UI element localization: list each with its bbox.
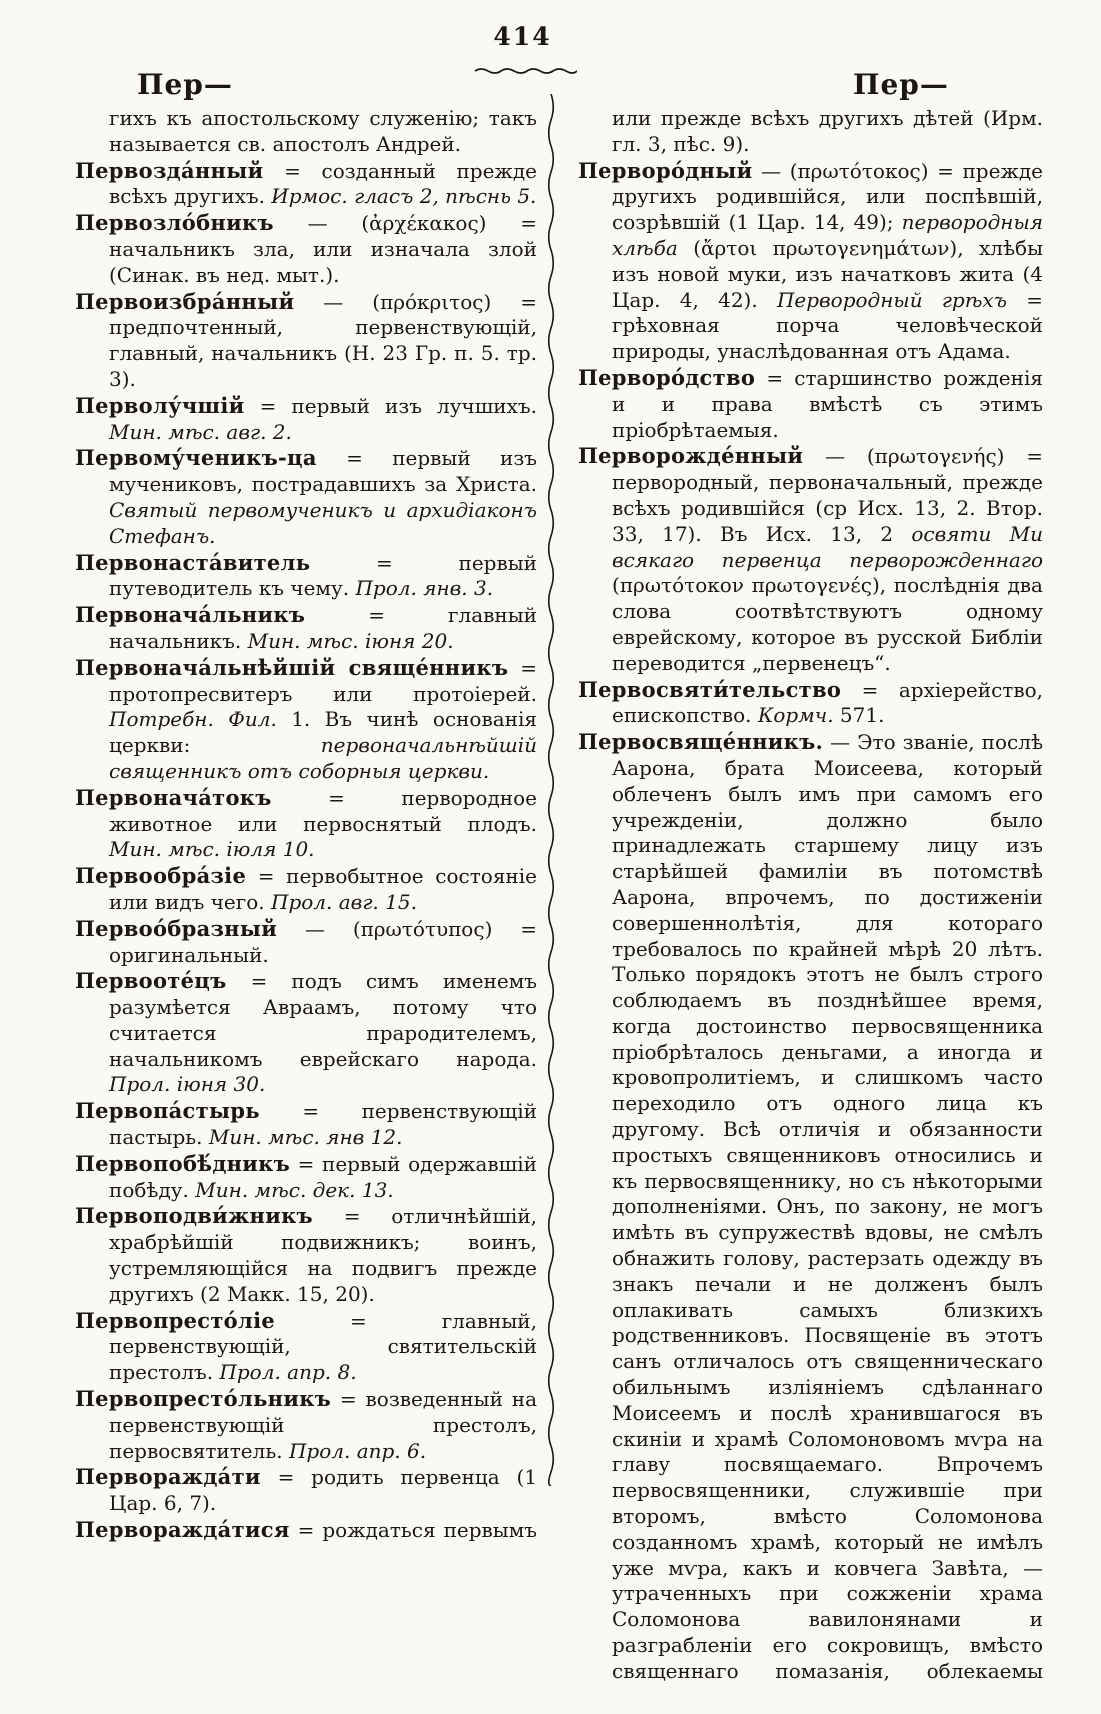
continuation-paragraph [578, 106, 1043, 158]
entry-text: ( [612, 573, 620, 598]
entry-text: = старшинство рожденія и и права вмѣстѣ съ этимъ пріобрѣтаемыя. [612, 365, 1043, 442]
entry-text: Ирмос. гласъ 2, пѣснь 5. [271, 184, 537, 209]
entry-text: Мин. мѣс. іюля 10. [109, 837, 315, 862]
dictionary-entry [75, 863, 537, 916]
entry-text: Святый первомученикъ и архидіаконъ Стефанъ. [109, 497, 537, 548]
dictionary-entry [578, 677, 1043, 730]
headword: Первоподви́жникъ [75, 1203, 313, 1229]
entry-text: = первый одержавшій побѣду. [109, 1151, 537, 1202]
entry-text: = отличнѣйшій, храбрѣйшій подвижникъ; воинъ, устремляющійся на подвигъ прежде другихъ (2 Макк. 15, 20). [109, 1204, 537, 1306]
entry-text: ἄρτοι πρωτογενημάτων [701, 235, 950, 260]
right-column [578, 106, 1043, 1685]
dictionary-entry [75, 210, 537, 288]
entry-text: — ( [273, 211, 370, 236]
page-number: 414 [493, 22, 552, 51]
headword: Перворажда́тися [75, 1517, 290, 1543]
headword: Перворо́дство [578, 364, 756, 390]
entry-text: Потребн. Фил. [109, 707, 277, 732]
entry-text: Прол. янв. 3. [355, 576, 494, 601]
headword: Первообра́зіе [75, 863, 247, 889]
headword: Первозда́нный [75, 157, 264, 183]
entry-text: Прол. апр. 6. [288, 1438, 427, 1463]
dictionary-entry [75, 393, 537, 446]
column-divider-rule [544, 94, 558, 1486]
entry-text: πρωτογενής [874, 444, 997, 469]
dictionary-entry [578, 443, 1043, 676]
dictionary-entry [75, 1464, 537, 1517]
entry-text: = первый изъ лучшихъ. [244, 393, 537, 418]
dictionary-entry [75, 968, 537, 1098]
headword: Первоо́бразный [75, 915, 278, 941]
entry-text: = возведенный на первенствующій престолъ, первосвятитель. [109, 1387, 537, 1463]
headword: Первопресто́ліе [75, 1307, 276, 1333]
page-number-underline [473, 66, 577, 76]
dictionary-entry [75, 602, 537, 655]
entry-text: Прол. іюня 30. [109, 1072, 266, 1097]
entry-text: = главный, первенствующій, святительскій престолъ. [109, 1308, 537, 1385]
entry-text: 571. [833, 703, 885, 728]
running-head-left: Пер— [137, 68, 233, 101]
headword: Первому́ченикъ-ца [75, 445, 317, 471]
entry-text: = рождаться первымъ [289, 1518, 537, 1543]
entry-text: πρωτότοκος [797, 158, 921, 183]
entry-text: πρωτότοκον πρωτογενές [619, 573, 872, 598]
dictionary-entry [75, 655, 537, 785]
entry-text: ), хлѣбы изъ новой муки, изъ начатковъ жита (4 Цар. 4, 42). [612, 235, 1043, 312]
entry-text: или прежде всѣхъ другихъ дѣтей (Ирм. гл. 3, пѣс. 9). [612, 106, 1043, 156]
entry-text: первоначальнѣйшій священникъ отъ соборныя церкви. [109, 733, 537, 783]
dictionary-entry [75, 1098, 537, 1151]
headword: Первонача́льнѣйшій свяще́нникъ [75, 654, 509, 680]
headword: Первопресто́льникъ [75, 1386, 332, 1412]
entry-text: = первобытное состояніе или видъ чего. [109, 864, 537, 914]
dictionary-entry [75, 158, 537, 211]
entry-text: — ( [803, 444, 875, 469]
dictionary-entry [75, 550, 537, 603]
entry-text: ἀρχέκακος [369, 211, 479, 236]
entry-text: = подъ симъ именемъ разумѣется Авраамъ, потому что считается прародителемъ, начальникомъ еврейскаго народа. [109, 969, 537, 1071]
headword: Перволу́чшій [75, 392, 245, 418]
headword: Первопобѣ́дникъ [75, 1150, 291, 1176]
left-column [75, 106, 537, 1544]
dictionary-entry [75, 1151, 537, 1204]
entry-text: ) = оригинальный. [109, 916, 537, 967]
headword: Первонаста́витель [75, 549, 311, 575]
entry-text: = первородное животное или первоснятый плодъ. [109, 785, 537, 836]
entry-text: = созданный прежде всѣхъ другихъ. [109, 158, 537, 209]
dictionary-entry [578, 365, 1043, 443]
dictionary-entry [75, 785, 537, 863]
dictionary-entry [578, 158, 1043, 365]
entry-text: — ( [277, 916, 361, 941]
dictionary-entry [75, 445, 537, 549]
dictionary-entry [75, 1308, 537, 1386]
headword: Перворожде́нный [578, 443, 804, 469]
entry-text: = родить первенца (1 Цар. 6, 7). [109, 1465, 537, 1516]
headword: Первонача́токъ [75, 784, 272, 810]
entry-text: = протопресвитеръ или протоіерей. [109, 655, 537, 706]
entry-text: 1. Въ чинѣ основанія церкви: [109, 707, 537, 758]
running-head-right: Пер— [853, 68, 949, 101]
entry-text: Мин. мѣс. дек. 13. [195, 1177, 394, 1202]
entry-text: πρωτότυπος [360, 916, 485, 941]
entry-text: = первый путеводитель къ чему. [109, 550, 537, 601]
dictionary-entry [75, 1517, 537, 1544]
entry-text: Мин. мѣс. авг. 2. [109, 419, 292, 444]
entry-text: Мин. мѣс. іюня 20. [247, 628, 454, 653]
entry-text: — Это званіе, послѣ Аарона, брата Моисеева, который облеченъ былъ имъ при самомъ его учрежденіи, должно было принадлежать старшему лицу изъ старѣйшей фамиліи въ потомствѣ Аарона, впрочемъ, по достиженіи совершеннолѣтія, для котораго требовалось по крайней мѣрѣ 20 лѣтъ. Только порядокъ этотъ не былъ строго соблюдаемъ въ позднѣйшее время, когда достоинство первосвященника пріобрѣталось деньгами, а иногда и кровопролитіемъ, и слишкомъ часто переходило отъ одного лица къ другому. Всѣ отличія и обязанности простыхъ священниковъ относились и къ первосвященнику, но съ нѣкоторыми дополненіями. Онъ, по закону, не могъ имѣть въ супружествѣ вдовы, не смѣлъ обнажить голову, растерзать одежду въ знакъ печали и не долженъ былъ оплакивать самыхъ близкихъ родственниковъ. Посвященіе въ этотъ санъ отличалось отъ священническаго обильнымъ изліяніемъ сдѣланнаго Моисеемъ и послѣ хранившагося въ скиніи и храмѣ Соломоновомъ мѵра на главу посвящаемаго. Впрочемъ первосвященники, служившіе при второмъ, вмѣсто Соломонова созданномъ храмѣ, который не имѣлъ уже мѵра, какъ и ковчега Завѣта, — утраченныхъ при сожженіи храма Соломонова вавилонянами и разграбленіи его сокровищъ, вмѣсто священнаго помазанія, облекаемы [612, 730, 1043, 1683]
entry-text: — ( [294, 289, 381, 314]
headword: Первозло́бникъ [75, 210, 274, 236]
continuation-paragraph [75, 106, 537, 158]
headword: Первопа́стырь [75, 1098, 260, 1124]
entry-text: освяти Ми всякаго первенца перворожденнаго [612, 521, 1044, 572]
entry-text: Кормч. [757, 703, 834, 728]
entry-text: ), послѣднія два слова соотвѣтствуютъ одному еврейскому, которое въ русской Библіи переводится „первенецъ“. [612, 573, 1043, 675]
dictionary-entry [75, 916, 537, 969]
entry-text: ( [677, 235, 701, 260]
headword: Первосвяще́нникъ. [578, 729, 824, 755]
headword: Первосвяти́тельство [578, 676, 842, 702]
entry-text: = грѣховная порча человѣческой природы, унаслѣдованная отъ Адама. [612, 287, 1043, 364]
entry-text: — ( [752, 158, 798, 183]
entry-text: первородныя хлѣба [612, 210, 1043, 260]
entry-text: ) = начальникъ зла, или изначала злой (Синак. въ нед. мыт.). [109, 211, 537, 287]
entry-text: Прол. авг. 15. [271, 889, 417, 914]
dictionary-entry [75, 1386, 537, 1464]
headword: Перворажда́ти [75, 1464, 261, 1490]
entry-text: πρόκριτος [380, 289, 484, 314]
entry-text: гихъ къ апостольскому служенію; такъ называется св. апостолъ Андрей. [109, 106, 537, 156]
entry-text: = архіерейство, епископство. [612, 677, 1043, 728]
headword: Перворо́дный [578, 157, 753, 183]
entry-text: = первый изъ мучениковъ, пострадавшихъ за Христа. [109, 446, 537, 497]
entry-text: Первородный грѣхъ [776, 287, 1007, 312]
entry-text: ) = предпочтенный, первенствующій, главный, начальникъ (Н. 23 Гр. п. 5. тр. 3). [109, 289, 537, 391]
headword: Первонача́льникъ [75, 602, 306, 628]
entry-text: Прол. апр. 8. [219, 1360, 357, 1385]
entry-text: ) = первородный, первоначальный, прежде всѣхъ родившійся (ср Исх. 13, 2. Втор. 33, 17). Въ Исх. 13, 2 [612, 444, 1043, 546]
entry-text: Мин. мѣс. янв 12. [208, 1125, 403, 1150]
entry-text: ) = прежде другихъ родившійся, или поспѣвшій, созрѣвшій (1 Цар. 14, 49); [612, 158, 1043, 235]
dictionary-entry [75, 289, 537, 393]
entry-text: = первенствующій пастырь. [109, 1099, 537, 1150]
dictionary-entry [578, 729, 1043, 1684]
headword: Первооте́цъ [75, 968, 227, 994]
headword: Первоизбра́нный [75, 288, 295, 314]
dictionary-entry [75, 1203, 537, 1307]
entry-text: = главный начальникъ. [109, 603, 537, 653]
